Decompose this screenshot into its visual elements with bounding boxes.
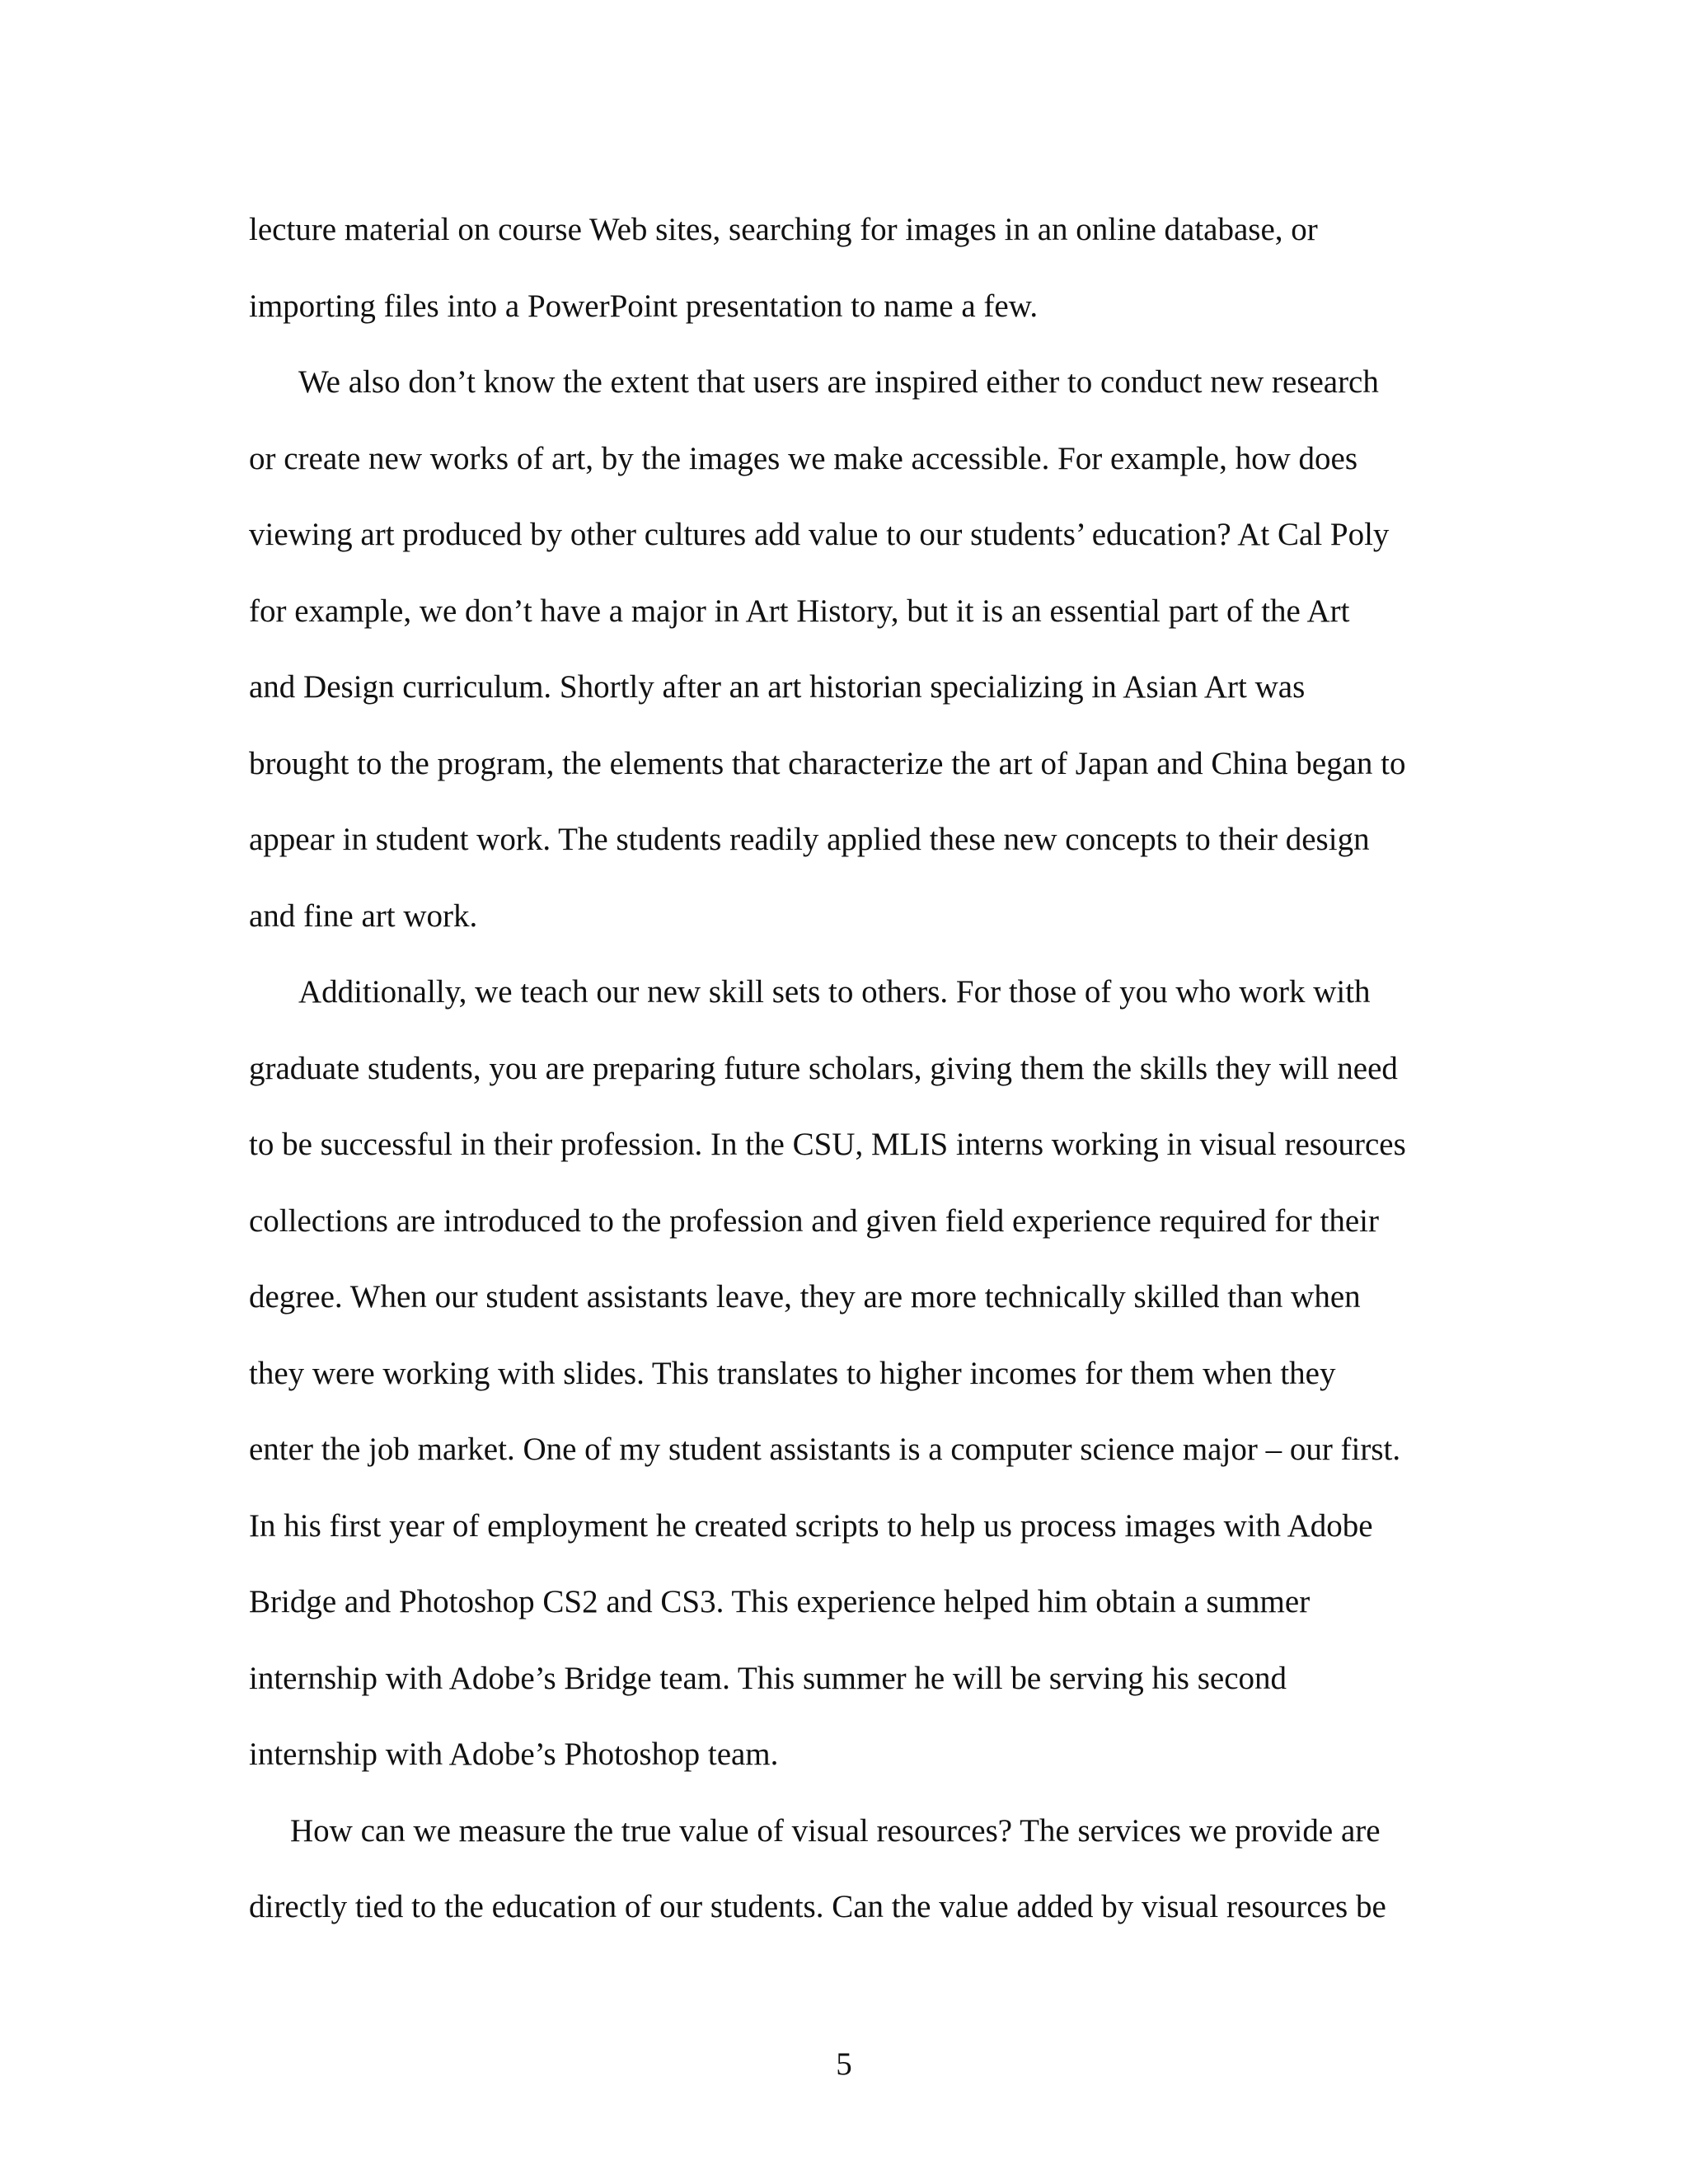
text-line: to be successful in their profession. In the CSU, MLIS interns working in visual resources [249,1127,1406,1162]
text-line: appear in student work. The students readily applied these new concepts to their design [249,822,1370,857]
text-line: graduate students, you are preparing future scholars, giving them the skills they will need [249,1050,1398,1086]
paragraph-start-line: Additionally, we teach our new skill sets to others. For those of you who work with [298,974,1371,1010]
text-line: and fine art work. [249,898,478,934]
text-line: In his first year of employment he created scripts to help us process images with Adobe [249,1507,1373,1544]
text-line: collections are introduced to the profession and given field experience required for their [249,1202,1379,1239]
text-line: they were working with slides. This translates to higher incomes for them when they [249,1355,1336,1391]
text-line: importing files into a PowerPoint presentation to name a few. [249,288,1039,324]
text-line: and Design curriculum. Shortly after an art historian specializing in Asian Art was [249,669,1306,705]
text-line: lecture material on course Web sites, searching for images in an online database, or [249,212,1318,247]
text-line: brought to the program, the elements that characterize the art of Japan and China began to [249,745,1406,781]
page-number: 5 [836,2046,852,2082]
text-line: Bridge and Photoshop CS2 and CS3. This experience helped him obtain a summer [249,1584,1311,1619]
text-line: internship with Adobe’s Photoshop team. [249,1736,779,1772]
paragraph-start-line: How can we measure the true value of visual resources? The services we provide are [290,1812,1381,1849]
paragraph-start-line: We also don’t know the extent that users are inspired either to conduct new research [298,364,1379,400]
text-line: degree. When our student assistants leave, they are more technically skilled than when [249,1279,1361,1315]
text-line: viewing art produced by other cultures add value to our students’ education? At Cal Poly [249,517,1390,552]
text-line: or create new works of art, by the images we make accessible. For example, how does [249,440,1358,476]
text-line: for example, we don’t have a major in Art History, but it is an essential part of the Art [249,593,1350,629]
body-text [249,192,1452,1946]
text-line: enter the job market. One of my student assistants is a computer science major – our first. [249,1432,1401,1467]
text-line: internship with Adobe’s Bridge team. This summer he will be serving his second [249,1660,1287,1696]
text-line: directly tied to the education of our students. Can the value added by visual resources be [249,1889,1386,1924]
